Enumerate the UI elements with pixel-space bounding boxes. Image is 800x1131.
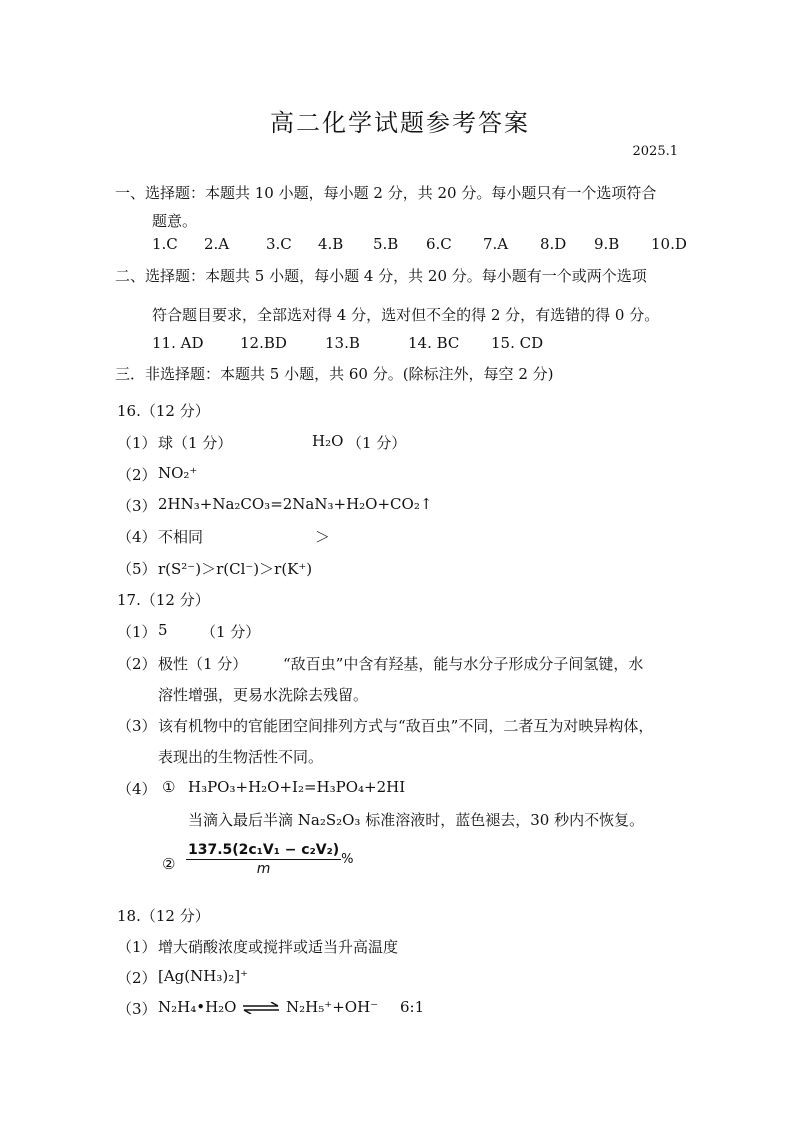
answer-15: 15. CD xyxy=(491,334,544,352)
q16-header: 16.（12 分） xyxy=(117,402,210,420)
answer-6: 6.C xyxy=(426,235,452,253)
q17-p4-circle1: ① xyxy=(162,778,176,796)
q17-p3-label: （3） xyxy=(117,717,157,735)
q16-p2-label: （2） xyxy=(117,466,157,484)
answer-14: 14. BC xyxy=(408,334,460,352)
q18-p3-ratio: 6:1 xyxy=(400,998,425,1016)
q17-p1-score: （1 分） xyxy=(201,623,261,641)
answer-7: 7.A xyxy=(483,235,509,253)
q18-header: 18.（12 分） xyxy=(117,907,210,925)
q18-p3-equation xyxy=(158,998,378,1016)
q18-p1-label: （1） xyxy=(117,938,157,956)
answer-2: 2.A xyxy=(204,235,230,253)
q16-p1-answer: 球（1 分） xyxy=(158,434,233,452)
q17-p2-reason-cont: 溶性增强，更易水洗除去残留。 xyxy=(158,686,369,704)
section1-line1: 一、选择题：本题共 10 小题，每小题 2 分，共 20 分。每小题只有一个选项符合 xyxy=(115,184,657,202)
answer-1: 1.C xyxy=(152,235,178,253)
q16-p1-chem: H₂O xyxy=(312,432,344,450)
q16-p4-answer: 不相同 xyxy=(158,528,204,546)
q16-p5-answer: r(S²⁻)＞r(Cl⁻)＞r(K⁺) xyxy=(158,560,313,578)
section2-line2: 符合题目要求，全部选对得 4 分，选对但不全的得 2 分，有选错的得 0 分。 xyxy=(152,306,660,324)
answer-9: 9.B xyxy=(594,235,620,253)
answer-13: 13.B xyxy=(325,334,360,352)
q17-p2-answer: 极性（1 分） xyxy=(158,655,248,673)
q18-p2-answer: [Ag(NH₃)₂]⁺ xyxy=(158,967,248,985)
fraction xyxy=(186,842,341,877)
percent-sign: % xyxy=(341,852,354,867)
exam-date: 2025.1 xyxy=(632,144,678,159)
q17-p4-formula xyxy=(186,842,353,877)
fraction-numerator: 137.5(2c₁V₁ − c₂V₂) xyxy=(188,842,340,858)
q17-p3-answer-cont: 表现出的生物活性不同。 xyxy=(158,748,324,766)
q16-p1-label: （1） xyxy=(117,434,157,452)
q17-p3-answer: 该有机物中的官能团空间排列方式与“敌百虫”不同，二者互为对映异构体， xyxy=(158,717,654,735)
answer-4: 4.B xyxy=(318,235,344,253)
q18-p2-label: （2） xyxy=(117,969,157,987)
section1-answers xyxy=(152,235,687,253)
section2-answers xyxy=(152,334,543,352)
q17-p2-label: （2） xyxy=(117,655,157,673)
products: N₂H₅⁺+OH⁻ xyxy=(286,998,379,1016)
q16-p2-answer: NO₂⁺ xyxy=(158,464,198,482)
answer-5: 5.B xyxy=(373,235,399,253)
section1-line2: 题意。 xyxy=(152,212,198,230)
page-title: 高二化学试题参考答案 xyxy=(270,109,530,137)
section2-line1: 二、选择题：本题共 5 小题，每小题 4 分，共 20 分。每小题有一个或两个选项 xyxy=(115,267,647,285)
q17-p1-label: （1） xyxy=(117,623,157,641)
q17-p4-circle2: ② xyxy=(162,855,176,873)
answer-10: 10.D xyxy=(651,235,687,253)
q16-p4-compare: ＞ xyxy=(315,528,331,546)
q17-p4-endpoint: 当滴入最后半滴 Na₂S₂O₃ 标准溶液时，蓝色褪去，30 秒内不恢复。 xyxy=(188,811,645,829)
q16-p5-label: （5） xyxy=(117,560,157,578)
q17-p4-label: （4） xyxy=(117,780,157,798)
reactant: N₂H₄•H₂O xyxy=(158,998,237,1016)
q16-p3-answer: 2HN₃+Na₂CO₃=2NaN₃+H₂O+CO₂↑ xyxy=(158,495,433,513)
q18-p1-answer: 增大硝酸浓度或搅拌或适当升高温度 xyxy=(158,938,399,956)
answer-8: 8.D xyxy=(540,235,567,253)
q16-p3-label: （3） xyxy=(117,497,157,515)
q17-p2-reason: “敌百虫”中含有羟基，能与水分子形成分子间氢键，水 xyxy=(283,655,644,673)
answer-11: 11. AD xyxy=(152,334,204,352)
q17-p4-equation: H₃PO₃+H₂O+I₂=H₃PO₄+2HI xyxy=(188,778,406,796)
q18-p3-label: （3） xyxy=(117,1000,157,1018)
q16-p1-score: （1 分） xyxy=(347,434,407,452)
fraction-denominator: m xyxy=(256,861,271,877)
section3-heading: 三．非选择题：本题共 5 小题，共 60 分。(除标注外，每空 2 分) xyxy=(115,365,554,383)
equilibrium-arrow-icon xyxy=(241,1002,281,1014)
q17-header: 17.（12 分） xyxy=(117,591,210,609)
answer-12: 12.BD xyxy=(240,334,287,352)
q16-p4-label: （4） xyxy=(117,528,157,546)
answer-3: 3.C xyxy=(266,235,292,253)
q17-p1-answer: 5 xyxy=(158,621,168,639)
